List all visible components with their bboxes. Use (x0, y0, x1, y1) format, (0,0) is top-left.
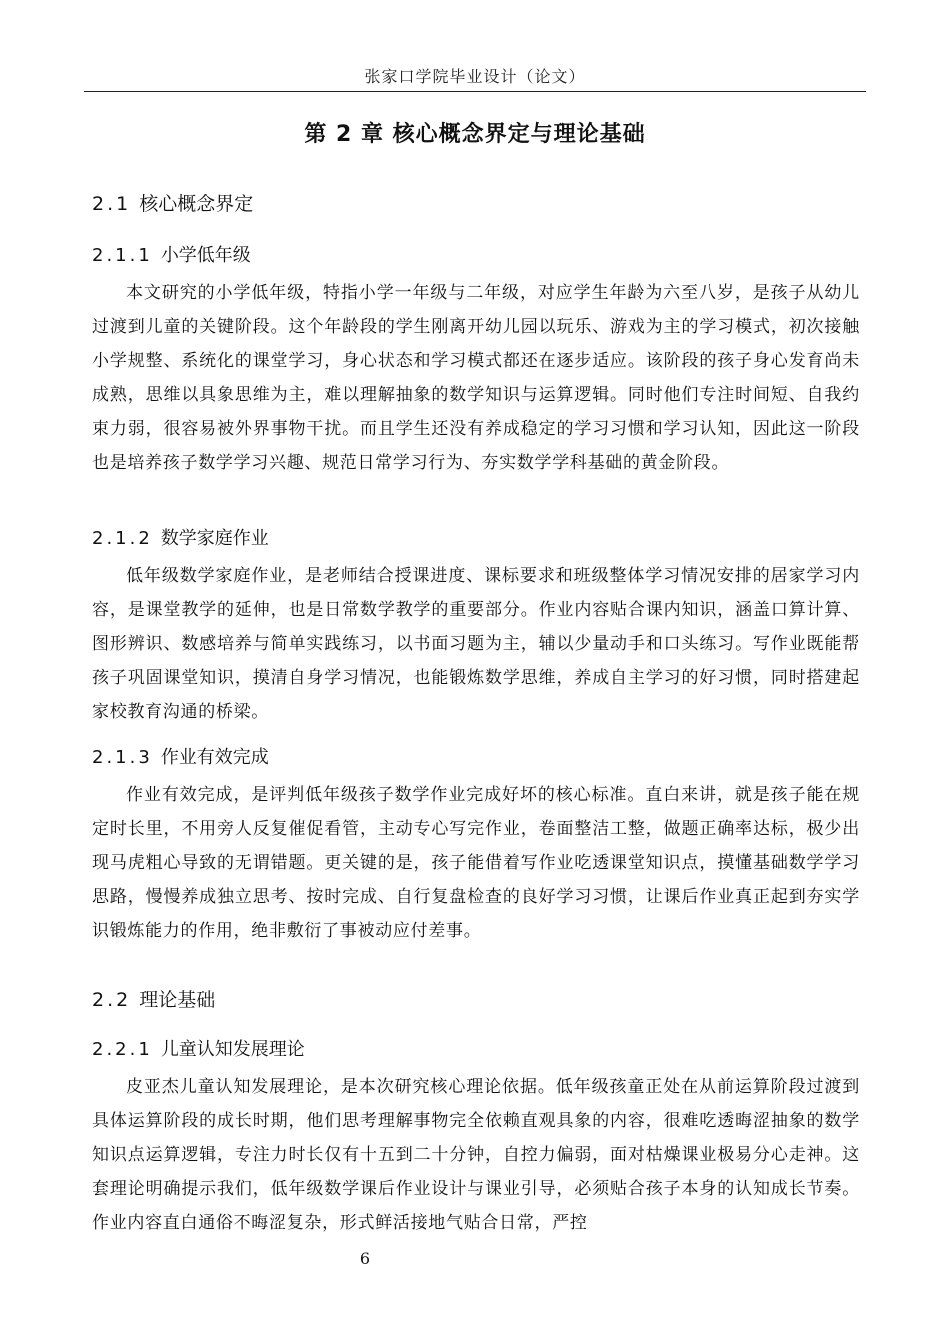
subsection-heading (92, 1035, 305, 1061)
running-header: 张家口学院毕业设计（论文） (364, 67, 586, 86)
subsection-title: 作业有效完成 (160, 747, 269, 768)
body-paragraph: 低年级数学家庭作业，是老师结合授课进度、课标要求和班级整体学习情况安排的居家学习内容，是课堂教学的延伸，也是日常数学教学的重要部分。作业内容贴合课内知识，涵盖口算计算、图形辨识、数感培养与简单实践练习，以书面习题为主，辅以少量动手和口头练习。写作业既能帮孩子巩固课堂知识，摸清自身学习情况，也能锻炼数学思维，养成自主学习的好习惯，同时搭建起家校教育沟通的桥梁。 (92, 566, 860, 722)
subsection-title: 儿童认知发展理论 (160, 1039, 305, 1060)
body-paragraph: 作业有效完成，是评判低年级孩子数学作业完成好坏的核心标准。直白来讲，就是孩子能在规定时长里，不用旁人反复催促看管，主动专心写完作业，卷面整洁工整，做题正确率达标，极少出现马虎粗心导致的无谓错题。更关键的是，孩子能借着写作业吃透课堂知识点，摸懂基础数学学习思路，慢慢养成独立思考、按时完成、自行复盘检查的良好学习习惯，让课后作业真正起到夯实学识锻炼能力的作用，绝非敷衍了事被动应付差事。 (92, 785, 860, 941)
subsection-number: 2.1.2 (92, 528, 153, 549)
subsection-heading (92, 524, 269, 550)
subsection-number: 2.1.1 (92, 245, 153, 266)
section-number: 2.2 (92, 989, 132, 1011)
section-title: 理论基础 (139, 989, 216, 1011)
section-heading (92, 985, 215, 1012)
subsection-title: 小学低年级 (160, 245, 251, 266)
body-paragraph: 本文研究的小学低年级，特指小学一年级与二年级，对应学生年龄为六至八岁，是孩子从幼儿过渡到儿童的关键阶段。这个年龄段的学生刚离开幼儿园以玩乐、游戏为主的学习模式，初次接触小学规整、系统化的课堂学习，身心状态和学习模式都还在逐步适应。该阶段的孩子身心发育尚未成熟，思维以具象思维为主，难以理解抽象的数学知识与运算逻辑。同时他们专注时间短、自我约束力弱，很容易被外界事物干扰。而且学生还没有养成稳定的学习习惯和学习认知，因此这一阶段也是培养孩子数学学习兴趣、规范日常学习行为、夯实数学学科基础的黄金阶段。 (92, 283, 860, 473)
subsection-title: 数学家庭作业 (160, 528, 269, 549)
section-title: 核心概念界定 (139, 193, 254, 215)
section-number: 2.1 (92, 193, 132, 215)
page-number: 6 (359, 1249, 371, 1268)
section-heading (92, 189, 253, 216)
subsection-number: 2.2.1 (92, 1039, 153, 1060)
subsection-number: 2.1.3 (92, 747, 153, 768)
subsection-heading (92, 241, 251, 267)
chapter-title: 第 2 章 核心概念界定与理论基础 (304, 122, 646, 147)
subsection-heading (92, 743, 269, 769)
header-rule (84, 91, 866, 92)
body-paragraph: 皮亚杰儿童认知发展理论，是本次研究核心理论依据。低年级孩童正处在从前运算阶段过渡到具体运算阶段的成长时期，他们思考理解事物完全依赖直观具象的内容，很难吃透晦涩抽象的数学知识点运算逻辑，专注力时长仅有十五到二十分钟，自控力偏弱，面对枯燥课业极易分心走神。这套理论明确提示我们，低年级数学课后作业设计与课业引导，必须贴合孩子本身的认知成长节奏。作业内容直白通俗不晦涩复杂，形式鲜活接地气贴合日常，严控 (92, 1077, 860, 1233)
